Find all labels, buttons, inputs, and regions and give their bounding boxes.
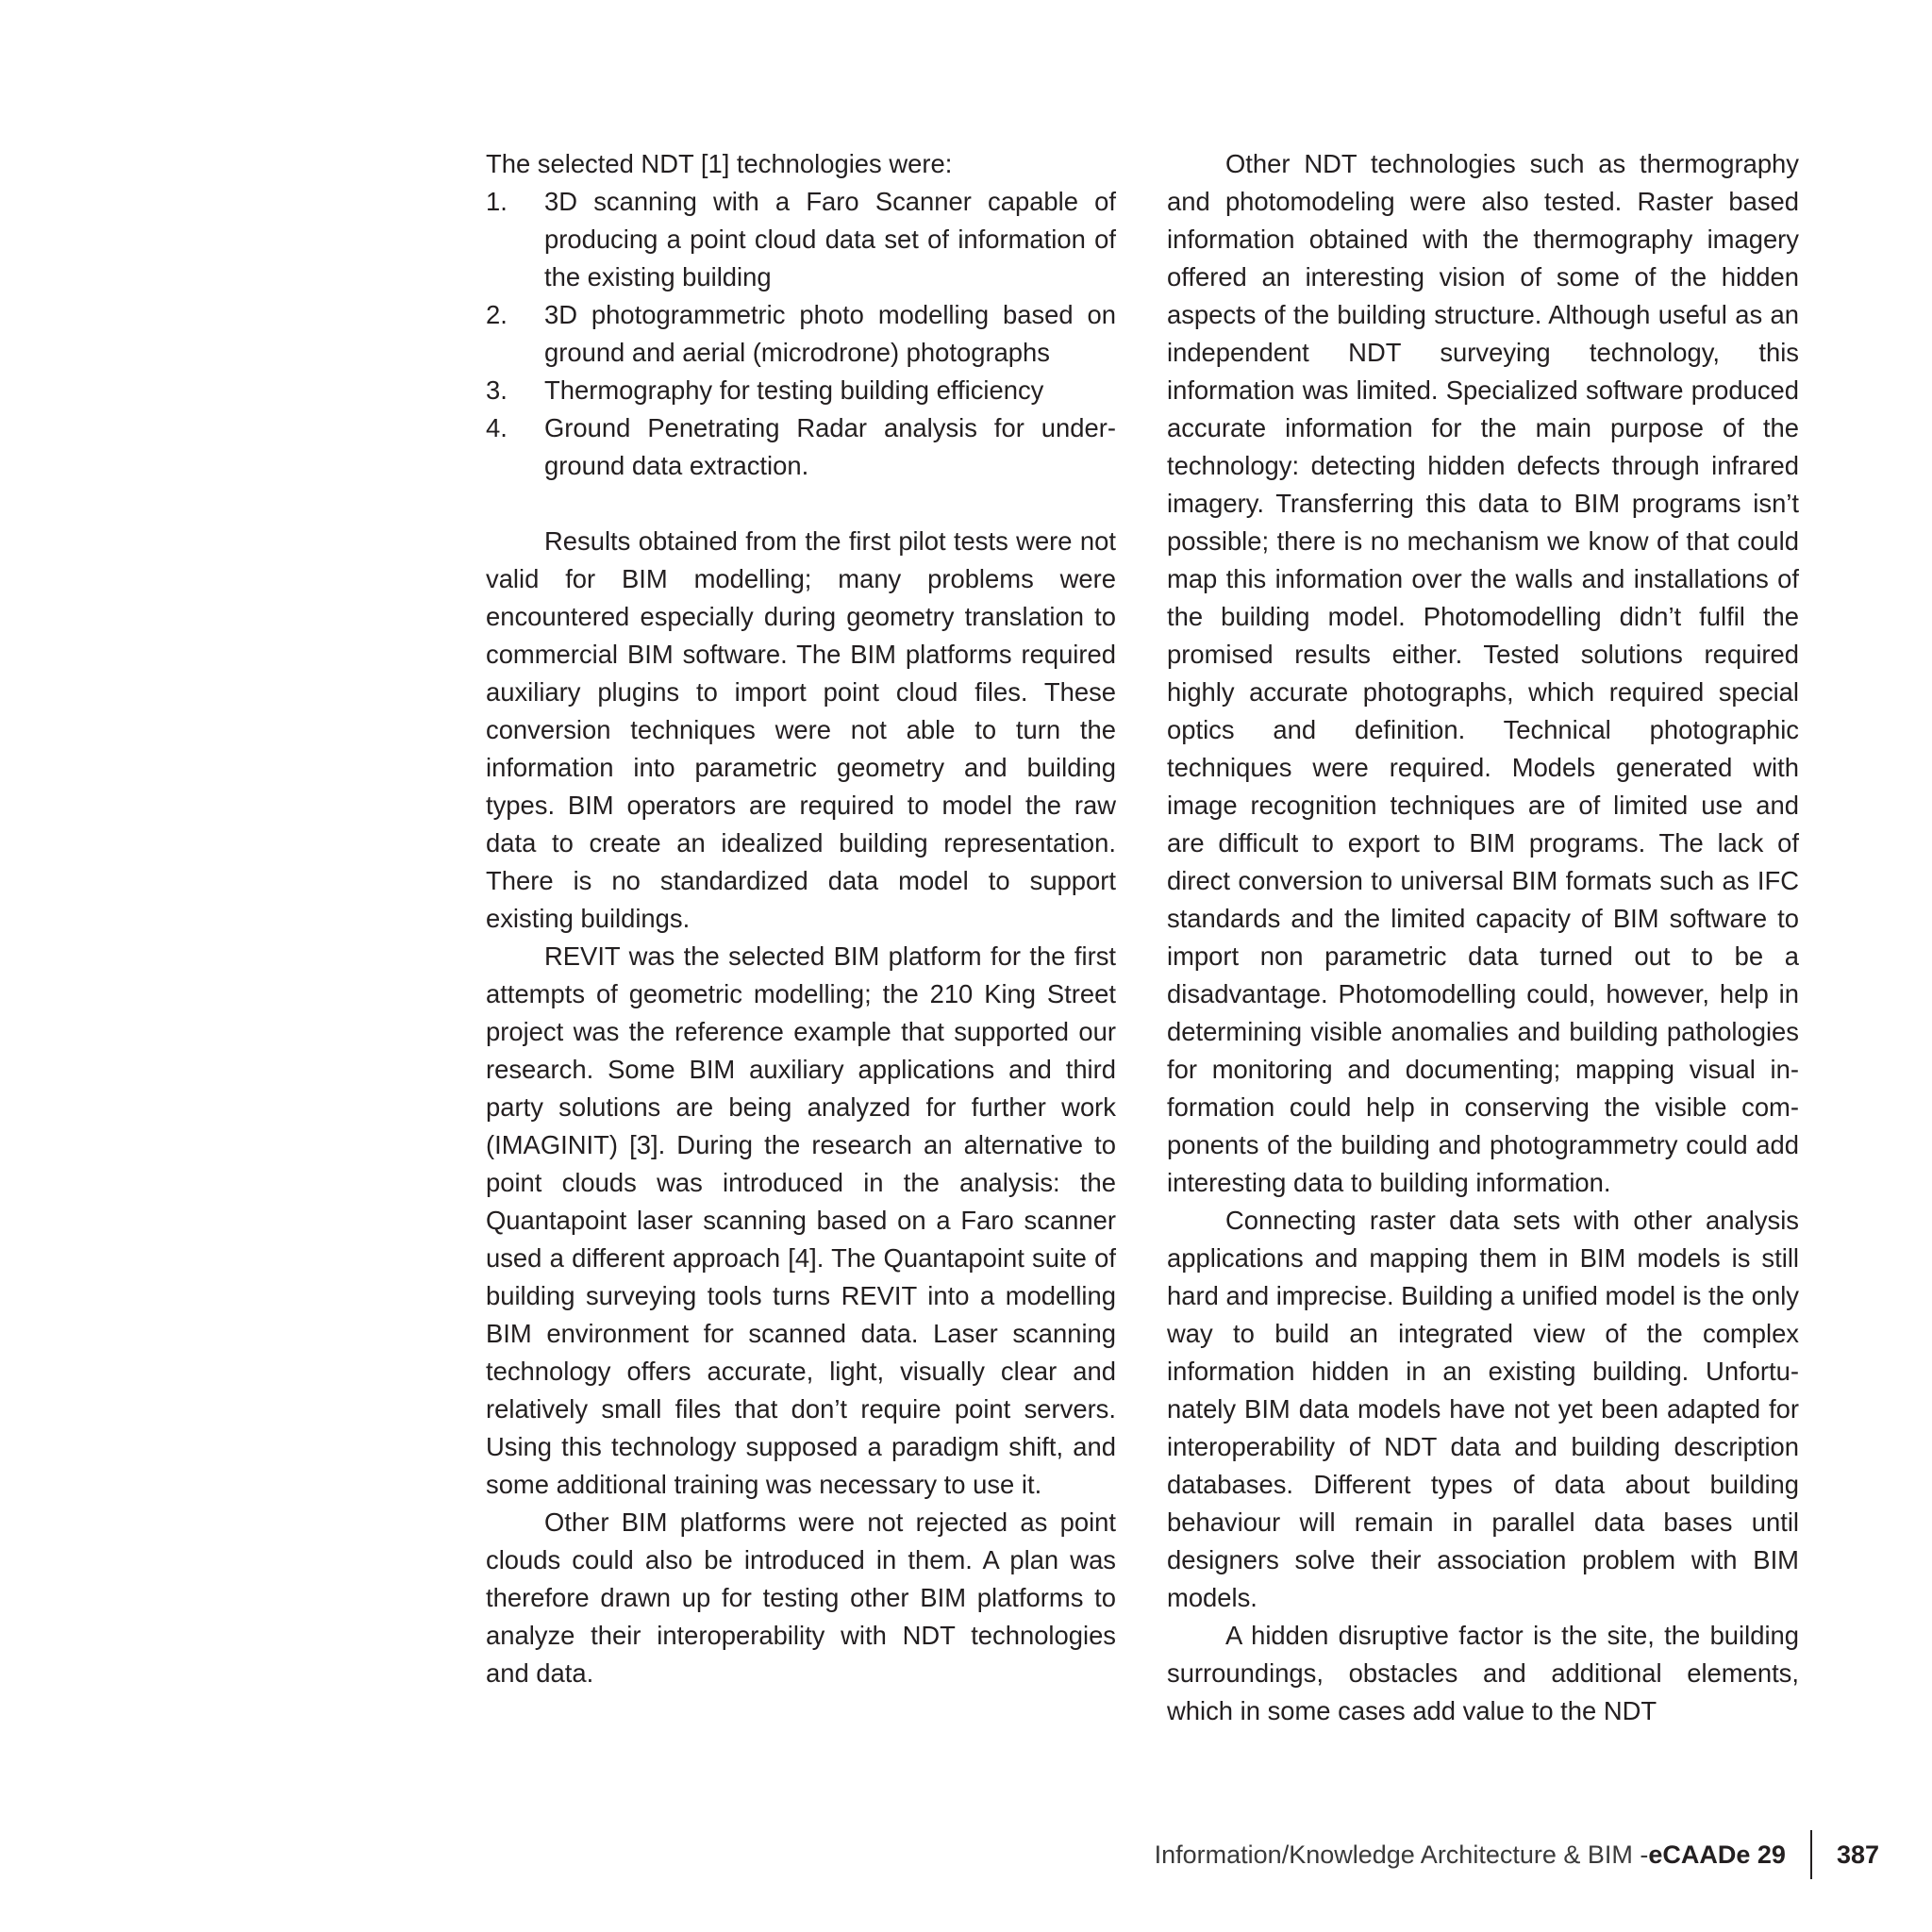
list-item bbox=[486, 296, 1116, 372]
paragraph: REVIT was the selected BIM platform for the first attempts of geometric modelling; the 210 King Street project was the reference example that supported our research. Some BIM auxiliary applications and third party solutions are being analyzed for further work (IMAGINIT) [3]. During the research an alternative to point clouds was introduced in the analysis: the Quantapoint laser scanning based on a Faro scanner used a different approach [4]. The Quantapoint suite of building surveying tools turns REVIT into a modelling BIM environment for scanned data. Laser scanning technology offers accurate, light, visually clear and relatively small files that don’t require point servers. Using this technology supposed a paradigm shift, and some additional training was necessary to use it. bbox=[486, 941, 1116, 1499]
paragraph: A hidden disruptive factor is the site, the building surroundings, obstacles and additional elements, which in some cases add value to the NDT bbox=[1167, 1621, 1799, 1725]
paragraph: Other BIM platforms were not rejected as point clouds could also be introduced in them. A plan was therefore drawn up for testing other BIM platforms to analyze their interoperability with NDT technologies and data. bbox=[486, 1507, 1116, 1688]
page-footer bbox=[1155, 1830, 1879, 1879]
paragraph: Connecting raster data sets with other analysis applications and mapping them in BIM models is still hard and imprecise. Building a unified model is the only way to build an integrated view of the complex information hidden in an existing building. Unfortunately BIM data models have not yet been adapted for interoperability of NDT data and building description databases. Different types of data about building behaviour will remain in parallel data bases until designers solve their association problem with BIM models. bbox=[1167, 1206, 1799, 1612]
left-column bbox=[486, 145, 1116, 1692]
list-number: 3. bbox=[486, 375, 508, 405]
footer-conference: eCAADe 29 bbox=[1648, 1840, 1786, 1869]
list-number: 4. bbox=[486, 413, 508, 442]
footer-divider bbox=[1810, 1830, 1812, 1879]
paragraph: Results obtained from the first pilot tests were not valid for BIM modelling; many problems were encountered especially during geometry translation to commercial BIM software. The BIM platforms required auxiliary plugins to import point cloud files. These conversion techniques were not able to turn the information into parametric geometry and building types. BIM operators are required to model the raw data to create an idealized building representation. There is no standardized data model to support existing buildings. bbox=[486, 526, 1116, 933]
list-text: Thermography for testing building efficiency bbox=[544, 375, 1044, 405]
list-number: 2. bbox=[486, 300, 508, 329]
list-intro: The selected NDT [1] technologies were: bbox=[486, 149, 953, 178]
list-item bbox=[486, 409, 1116, 485]
paragraph: Other NDT technologies such as thermography and photomodeling were also tested. Raster based information obtained with the thermography imagery offered an interesting vision of some of the hidden aspects of the building structure. Although useful as an independent NDT surveying technology, this information was limited. Specialized software produced accurate information for the main purpose of the technology: detecting hidden defects through infrared imagery. Transferring this data to BIM programs isn’t possible; there is no mechanism we know of that could map this information over the walls and installations of the building model. Photomodelling didn’t fulfil the promised results either. Tested solutions required highly accurate photographs, which required special optics and definition. Technical photographic techniques were required. Models generated with image recognition techniques are of limited use and are difficult to export to BIM programs. The lack of direct conversion to universal BIM formats such as IFC standards and the limited capacity of BIM software to import non parametric data turned out to be a disadvantage. Photomodelling could, however, help in determining visible anomalies and building pathologies for monitoring and documenting; mapping visual information could help in conserving the visible components of the building and photogrammetry could add interesting data to building information. bbox=[1167, 149, 1799, 1197]
list-item bbox=[486, 372, 1116, 409]
list-text: Ground Penetrating Radar analysis for underground data extraction. bbox=[544, 413, 1116, 480]
technology-list bbox=[486, 183, 1116, 485]
list-item bbox=[486, 183, 1116, 296]
right-column bbox=[1167, 145, 1799, 1730]
footer-section-title: Information/Knowledge Architecture & BIM - bbox=[1154, 1840, 1649, 1869]
list-text: 3D scanning with a Faro Scanner capable of producing a point cloud data set of information of the existing building bbox=[544, 187, 1116, 291]
list-text: 3D photogrammetric photo modelling based on ground and aerial (microdrone) photographs bbox=[544, 300, 1116, 367]
page-number: 387 bbox=[1836, 1840, 1879, 1869]
list-number: 1. bbox=[486, 187, 508, 216]
